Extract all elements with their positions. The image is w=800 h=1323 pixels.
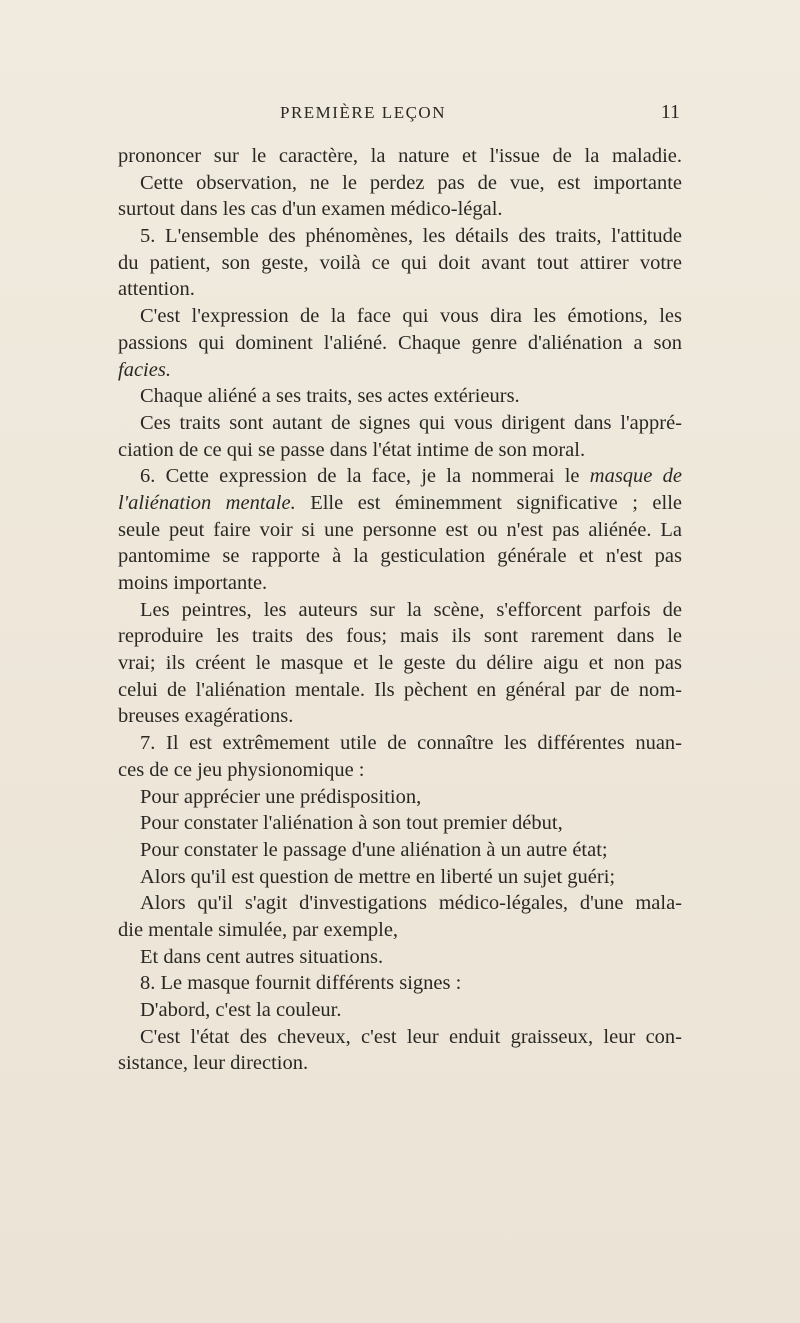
text-segment: Elle est éminemment significative ; elle — [310, 491, 683, 514]
running-title: PREMIÈRE LEÇON — [280, 103, 446, 122]
text-line: breuses exagérations. — [118, 705, 294, 728]
text-line: Alors qu'il s'agit d'investigations médico-légales, d'une mala- — [140, 892, 682, 915]
text-line: Pour constater le passage d'une aliénation à un autre état; — [140, 838, 608, 861]
text-line — [118, 490, 682, 517]
text-line: surtout dans les cas d'un examen médico-légal. — [118, 198, 503, 221]
text-line: 8. Le masque fournit différents signes : — [140, 972, 462, 995]
page-number: 11 — [660, 101, 680, 123]
text-line: seule peut faire voir si une personne est ou n'est pas aliénée. La — [118, 518, 682, 541]
text-line: C'est l'état des cheveux, c'est leur enduit graisseux, leur con- — [140, 1025, 682, 1048]
text-line: ces de ce jeu physionomique : — [118, 758, 365, 781]
text-line: attention. — [118, 278, 195, 301]
text-line: vrai; ils créent le masque et le geste du délire aigu et non pas — [118, 652, 682, 675]
text-line: Pour constater l'aliénation à son tout premier début, — [140, 812, 563, 835]
text-line: 5. L'ensemble des phénomènes, les détails des traits, l'attitude — [140, 225, 682, 248]
text-line: Pour apprécier une prédisposition, — [140, 785, 422, 808]
text-line: du patient, son geste, voilà ce qui doit avant tout attirer votre — [118, 251, 682, 274]
italic-term: l'aliénation mentale. — [118, 491, 296, 514]
text-line: pantomime se rapporte à la gesticulation générale et n'est pas — [118, 545, 682, 568]
italic-term: masque de — [589, 465, 683, 488]
text-line: prononcer sur le caractère, la nature et l'issue de la maladie. — [118, 145, 682, 167]
text-line: sistance, leur direction. — [118, 1052, 309, 1075]
text-line: passions qui dominent l'aliéné. Chaque genre d'aliénation a son — [118, 331, 682, 354]
body-text — [0, 143, 800, 1077]
text-line: Alors qu'il est question de mettre en liberté un sujet guéri; — [140, 865, 616, 888]
text-line — [118, 357, 682, 384]
text-line: C'est l'expression de la face qui vous dira les émotions, les — [140, 305, 682, 328]
text-line: D'abord, c'est la couleur. — [140, 999, 342, 1021]
text-line — [140, 463, 682, 490]
text-line: reproduire les traits des fous; mais ils sont rarement dans le — [118, 625, 682, 648]
text-line: moins importante. — [118, 572, 268, 594]
running-head — [280, 103, 680, 131]
text-line: Et dans cent autres situations. — [140, 945, 384, 968]
text-line: 7. Il est extrêmement utile de connaître les différentes nuan- — [140, 732, 682, 755]
text-line: die mentale simulée, par exemple, — [118, 918, 399, 941]
italic-term: facies. — [118, 358, 171, 381]
text-segment: 6. Cette expression de la face, je la nommerai le — [140, 465, 580, 488]
text-line: Ces traits sont autant de signes qui vous dirigent dans l'appré- — [140, 411, 682, 434]
text-line: Cette observation, ne le perdez pas de vue, est importante — [140, 171, 682, 194]
text-line: Chaque aliéné a ses traits, ses actes extérieurs. — [140, 385, 520, 408]
text-line: ciation de ce qui se passe dans l'état intime de son moral. — [118, 438, 586, 461]
text-line: Les peintres, les auteurs sur la scène, s'efforcent parfois de — [140, 598, 682, 621]
text-line: celui de l'aliénation mentale. Ils pèchent en général par de nom- — [118, 678, 682, 701]
